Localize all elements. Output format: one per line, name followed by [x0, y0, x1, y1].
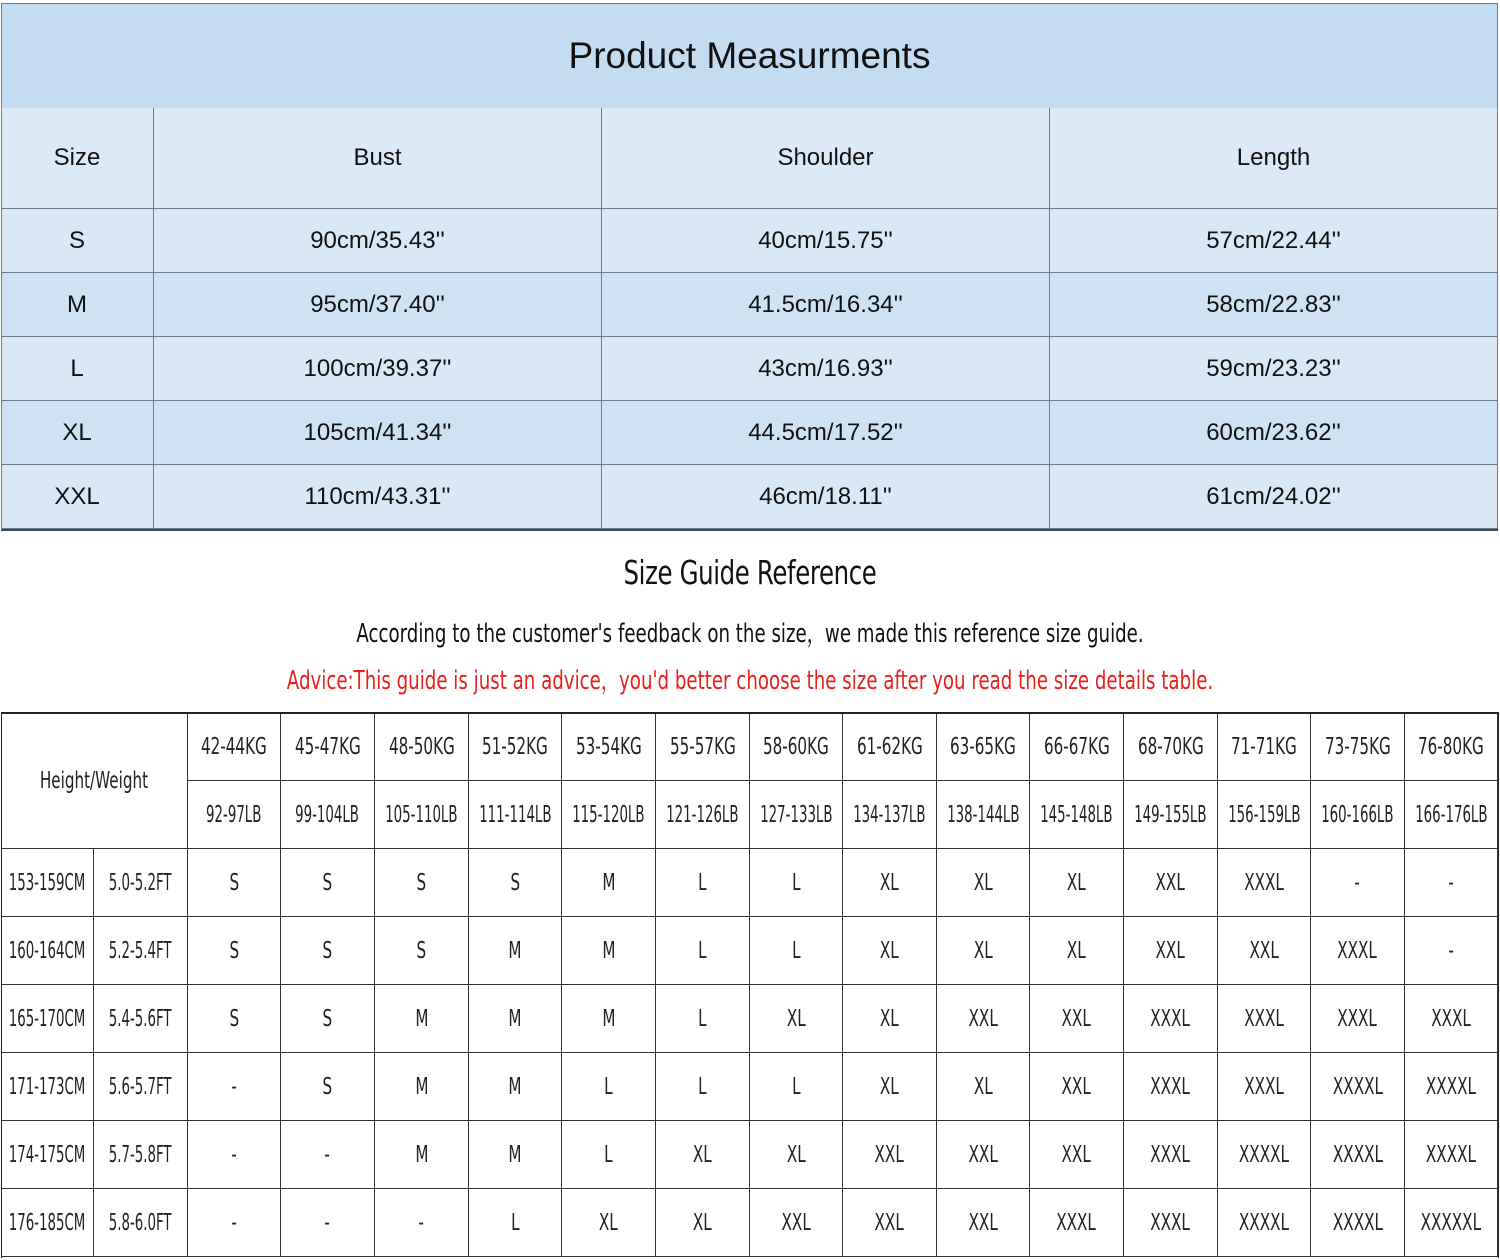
size-cell-text: XL [1067, 937, 1086, 964]
height-cm-cell [1, 1053, 94, 1121]
size-cell [1030, 849, 1124, 917]
height-weight-header [1, 713, 188, 849]
weight-kg-header-text: 66-67KG [1043, 733, 1110, 760]
size-cell-text: XXXXXL [1420, 1209, 1482, 1236]
size-cell [843, 1053, 937, 1121]
size-cell [281, 917, 375, 985]
weight-lb-header [375, 781, 469, 849]
height-ft-cell [94, 849, 188, 917]
shoulder-cell: 43cm/16.93'' [602, 337, 1050, 401]
size-cell-text: XXL [874, 1141, 905, 1168]
size-cell [937, 1189, 1030, 1257]
weight-kg-header [469, 713, 562, 781]
size-cell-text: XL [786, 1141, 806, 1168]
bust-cell: 90cm/35.43'' [154, 209, 602, 273]
size-cell [469, 1053, 562, 1121]
height-weight-header-text: Height/Weight [39, 767, 149, 794]
size-cell [375, 849, 469, 917]
size-cell [1405, 917, 1498, 985]
weight-lb-header-text: 156-159LB [1227, 801, 1301, 828]
weight-lb-header [562, 781, 656, 849]
size-cell [1124, 985, 1218, 1053]
weight-lb-header [188, 781, 281, 849]
height-cm-cell-text: 174-175CM [8, 1141, 86, 1168]
size-cell [281, 985, 375, 1053]
size-cell-text: L [791, 1073, 801, 1100]
size-cell [562, 917, 656, 985]
size-cell-text: S [229, 937, 239, 964]
size-cell-text: XXL [1061, 1073, 1092, 1100]
size-cell-text: - [231, 1141, 237, 1168]
size-cell [843, 1189, 937, 1257]
weight-lb-header [1311, 781, 1405, 849]
size-cell-text: XL [786, 1005, 806, 1032]
size-cell-text: XXL [1155, 869, 1186, 896]
weight-lb-header-text: 166-176LB [1414, 801, 1488, 828]
size-cell [1218, 1121, 1311, 1189]
weight-kg-header [1030, 713, 1124, 781]
size-cell [1030, 1053, 1124, 1121]
length-cell: 60cm/23.62'' [1050, 401, 1498, 465]
size-cell-text: XXL [874, 1209, 905, 1236]
size-cell-text: XXXXL [1332, 1073, 1383, 1100]
size-cell [281, 1121, 375, 1189]
size-cell [1124, 849, 1218, 917]
weight-lb-header-text: 134-137LB [853, 801, 926, 828]
weight-lb-header [1218, 781, 1311, 849]
size-cell-text: XXXXL [1425, 1073, 1477, 1100]
weight-lb-header-text: 111-114LB [478, 801, 552, 828]
size-cell-text: XXXL [1337, 937, 1378, 964]
bust-header: Bust [154, 108, 602, 209]
size-cell [375, 917, 469, 985]
size-cell-text: XL [880, 937, 899, 964]
size-cell [1311, 1121, 1405, 1189]
height-ft-cell-text: 5.4-5.6FT [109, 1005, 172, 1032]
weight-kg-header-text: 45-47KG [294, 733, 361, 760]
size-cell-text: S [322, 1005, 333, 1032]
weight-lb-header-text: 121-126LB [666, 801, 739, 828]
bust-cell: 110cm/43.31'' [154, 465, 602, 529]
shoulder-cell: 46cm/18.11'' [602, 465, 1050, 529]
weight-kg-header [375, 713, 469, 781]
size-cell-text: M [508, 1141, 522, 1168]
size-cell-text: XL [693, 1141, 712, 1168]
size-cell-text: XXL [968, 1141, 998, 1168]
size-cell [1311, 849, 1405, 917]
size-cell [469, 985, 562, 1053]
size-cell-text: L [791, 937, 801, 964]
size-cell-text: S [322, 1073, 333, 1100]
size-cell [375, 985, 469, 1053]
height-ft-cell [94, 917, 188, 985]
size-cell [375, 1053, 469, 1121]
weight-lb-header-text: 115-120LB [572, 801, 645, 828]
weight-kg-header-text: 42-44KG [201, 733, 267, 760]
size-cell [469, 1189, 562, 1257]
size-cell-text: - [1448, 937, 1454, 964]
size-cell-text: - [231, 1073, 237, 1100]
size-cell-text: L [604, 1073, 613, 1100]
size-guide-title: Size Guide Reference [623, 553, 877, 592]
size-cell-text: XXXXL [1238, 1141, 1290, 1168]
size-cell [188, 985, 281, 1053]
weight-lb-header-text: 160-166LB [1321, 801, 1394, 828]
size-cell-text: XL [880, 1073, 899, 1100]
weight-kg-header [1311, 713, 1405, 781]
size-cell-text: XL [693, 1209, 712, 1236]
size-cell [1218, 917, 1311, 985]
size-cell [937, 1121, 1030, 1189]
weight-kg-header-text: 58-60KG [763, 733, 829, 760]
length-cell: 57cm/22.44'' [1050, 209, 1498, 273]
size-cell [750, 849, 843, 917]
weight-kg-header [1124, 713, 1218, 781]
size-cell [562, 1053, 656, 1121]
size-cell-text: L [791, 869, 801, 896]
size-cell-text: M [508, 937, 522, 964]
size-cell-text: M [601, 869, 616, 896]
size-cell-text: - [324, 1209, 331, 1236]
size-cell-text: XXL [781, 1209, 811, 1236]
size-cell [750, 985, 843, 1053]
size-cell [656, 849, 750, 917]
weight-lb-header-text: 99-104LB [295, 801, 360, 828]
size-cell [937, 985, 1030, 1053]
height-cm-cell [1, 1121, 94, 1189]
size-cell [469, 917, 562, 985]
weight-kg-header [562, 713, 656, 781]
weight-lb-header [469, 781, 562, 849]
size-cell-text: M [508, 1073, 522, 1100]
weight-kg-header-text: 53-54KG [575, 733, 642, 760]
height-ft-cell [94, 1121, 188, 1189]
size-cell-text: XXXL [1337, 1005, 1378, 1032]
size-cell-text: - [418, 1209, 425, 1236]
size-cell-text: M [601, 937, 616, 964]
size-cell [1405, 849, 1498, 917]
size-cell-text: XXXXL [1332, 1209, 1383, 1236]
size-cell [656, 1189, 750, 1257]
size-cell [188, 1121, 281, 1189]
size-cell-text: - [1354, 869, 1361, 896]
size-cell-text: XXXL [1244, 1073, 1284, 1100]
size-cell [843, 1121, 937, 1189]
size-cell [937, 849, 1030, 917]
height-ft-cell-text: 5.7-5.8FT [109, 1141, 172, 1168]
size-cell-text: XXXXL [1238, 1209, 1290, 1236]
size-cell [1218, 985, 1311, 1053]
height-ft-cell-text: 5.6-5.7FT [109, 1073, 172, 1100]
size-cell-text: XXXXL [1332, 1141, 1383, 1168]
height-ft-cell-text: 5.2-5.4FT [109, 937, 172, 964]
size-cell: XL [1, 401, 154, 465]
weight-lb-header-text: 127-133LB [759, 801, 833, 828]
size-cell-text: - [324, 1141, 331, 1168]
weight-lb-header [281, 781, 375, 849]
size-cell-text: S [510, 869, 520, 896]
size-cell [1311, 1053, 1405, 1121]
size-cell [937, 1053, 1030, 1121]
size-cell-text: L [698, 937, 707, 964]
size-cell-text: L [698, 869, 707, 896]
measurements-title: Product Measurments [1, 3, 1498, 109]
bust-cell: 100cm/39.37'' [154, 337, 602, 401]
shoulder-header: Shoulder [602, 108, 1050, 209]
height-ft-cell [94, 985, 188, 1053]
size-cell [562, 849, 656, 917]
size-cell-text: XXXL [1150, 1141, 1191, 1168]
size-cell [1311, 985, 1405, 1053]
size-cell: S [1, 209, 154, 273]
size-cell-text: XXXL [1244, 1005, 1284, 1032]
height-cm-cell-text: 160-164CM [8, 937, 86, 964]
size-cell-text: M [601, 1005, 616, 1032]
weight-kg-header [1218, 713, 1311, 781]
size-cell-text: XL [973, 937, 993, 964]
size-cell-text: S [229, 1005, 239, 1032]
weight-kg-header-text: 76-80KG [1418, 733, 1484, 760]
size-cell [656, 917, 750, 985]
weight-lb-header [656, 781, 750, 849]
size-cell [562, 985, 656, 1053]
size-cell [656, 1121, 750, 1189]
size-cell-text: XXL [968, 1209, 998, 1236]
size-cell [375, 1189, 469, 1257]
size-cell [1124, 917, 1218, 985]
size-cell [1030, 1189, 1124, 1257]
length-header: Length [1050, 108, 1498, 209]
size-cell [1405, 985, 1498, 1053]
weight-kg-header-text: 68-70KG [1137, 733, 1204, 760]
weight-kg-header [1405, 713, 1498, 781]
size-cell-text: XXXL [1244, 869, 1284, 896]
size-guide-advice: Advice:This guide is just an advice，you'd better choose the size after you read the size details table. [286, 666, 1214, 696]
size-cell [1030, 917, 1124, 985]
size-cell [750, 917, 843, 985]
weight-kg-header-text: 71-71KG [1231, 733, 1297, 760]
size-cell-text: S [416, 937, 427, 964]
size-cell [562, 1189, 656, 1257]
size-cell-text: XL [599, 1209, 618, 1236]
size-cell-text: XL [880, 869, 899, 896]
height-cm-cell-text: 165-170CM [8, 1005, 86, 1032]
size-cell [188, 1189, 281, 1257]
size-cell-text: XXL [968, 1005, 998, 1032]
size-cell [188, 917, 281, 985]
size-cell-text: - [1448, 869, 1454, 896]
weight-kg-header-text: 73-75KG [1324, 733, 1391, 760]
size-cell-text: XXL [1155, 937, 1186, 964]
weight-lb-header [750, 781, 843, 849]
size-cell-text: S [229, 869, 239, 896]
size-cell-text: L [604, 1141, 613, 1168]
size-cell-text: XXXL [1056, 1209, 1097, 1236]
size-cell [1218, 849, 1311, 917]
size-cell [1405, 1189, 1498, 1257]
size-cell-text: XXL [1061, 1141, 1092, 1168]
size-cell-text: XXL [1249, 937, 1279, 964]
size-cell [1405, 1053, 1498, 1121]
size-cell [1311, 1189, 1405, 1257]
height-cm-cell [1, 917, 94, 985]
size-cell-text: M [414, 1141, 429, 1168]
size-cell-text: XXXXL [1425, 1141, 1477, 1168]
height-cm-cell [1, 985, 94, 1053]
bust-cell: 105cm/41.34'' [154, 401, 602, 465]
weight-kg-header [656, 713, 750, 781]
bust-cell: 95cm/37.40'' [154, 273, 602, 337]
size-cell [1124, 1121, 1218, 1189]
shoulder-cell: 41.5cm/16.34'' [602, 273, 1050, 337]
size-cell [750, 1121, 843, 1189]
height-cm-cell [1, 849, 94, 917]
size-cell [562, 1121, 656, 1189]
size-cell [843, 917, 937, 985]
weight-kg-header [188, 713, 281, 781]
weight-lb-header-text: 149-155LB [1134, 801, 1207, 828]
size-cell-text: XXXL [1431, 1005, 1471, 1032]
size-header: Size [1, 108, 154, 209]
size-cell [469, 849, 562, 917]
size-cell [281, 1053, 375, 1121]
weight-kg-header-text: 48-50KG [388, 733, 455, 760]
size-cell: L [1, 337, 154, 401]
size-cell [937, 917, 1030, 985]
size-cell [188, 1053, 281, 1121]
size-cell-text: S [322, 869, 333, 896]
shoulder-cell: 44.5cm/17.52'' [602, 401, 1050, 465]
size-cell [843, 849, 937, 917]
size-cell [1124, 1189, 1218, 1257]
size-cell-text: M [508, 1005, 522, 1032]
height-ft-cell [94, 1189, 188, 1257]
weight-kg-header-text: 51-52KG [482, 733, 548, 760]
size-cell [1030, 1121, 1124, 1189]
size-cell [656, 985, 750, 1053]
weight-lb-header-text: 105-110LB [385, 801, 458, 828]
weight-kg-header-text: 63-65KG [950, 733, 1016, 760]
height-cm-cell [1, 1189, 94, 1257]
weight-lb-header-text: 138-144LB [946, 801, 1020, 828]
size-cell-text: S [322, 937, 333, 964]
size-cell-text: XL [973, 869, 993, 896]
height-ft-cell-text: 5.8-6.0FT [109, 1209, 172, 1236]
weight-kg-header [281, 713, 375, 781]
size-cell [281, 1189, 375, 1257]
weight-lb-header [1030, 781, 1124, 849]
size-cell-text: XXXL [1150, 1209, 1191, 1236]
size-cell-text: XL [880, 1005, 899, 1032]
weight-lb-header-text: 145-148LB [1040, 801, 1113, 828]
length-cell: 58cm/22.83'' [1050, 273, 1498, 337]
size-cell [1124, 1053, 1218, 1121]
length-cell: 59cm/23.23'' [1050, 337, 1498, 401]
weight-lb-header [1124, 781, 1218, 849]
size-cell [469, 1121, 562, 1189]
size-cell-text: XXXL [1150, 1073, 1191, 1100]
weight-kg-header-text: 55-57KG [669, 733, 736, 760]
size-cell-text: XL [1067, 869, 1086, 896]
weight-kg-header-text: 61-62KG [856, 733, 923, 760]
weight-lb-header [1405, 781, 1498, 849]
size-cell [656, 1053, 750, 1121]
weight-lb-header [937, 781, 1030, 849]
size-cell [1311, 917, 1405, 985]
size-cell-text: - [231, 1209, 237, 1236]
size-cell-text: L [698, 1073, 707, 1100]
size-cell [1030, 985, 1124, 1053]
size-cell [188, 849, 281, 917]
height-ft-cell [94, 1053, 188, 1121]
size-cell-text: M [414, 1005, 429, 1032]
size-cell [281, 849, 375, 917]
size-cell [750, 1053, 843, 1121]
size-cell [750, 1189, 843, 1257]
size-cell-text: S [416, 869, 427, 896]
size-cell-text: XXXL [1150, 1005, 1191, 1032]
size-cell [1405, 1121, 1498, 1189]
weight-kg-header [937, 713, 1030, 781]
weight-kg-header [843, 713, 937, 781]
size-cell-text: L [510, 1209, 520, 1236]
size-cell-text: XL [973, 1073, 993, 1100]
weight-kg-header [750, 713, 843, 781]
shoulder-cell: 40cm/15.75'' [602, 209, 1050, 273]
size-cell [375, 1121, 469, 1189]
size-cell: XXL [1, 465, 154, 529]
size-cell-text: M [414, 1073, 429, 1100]
size-cell [1218, 1189, 1311, 1257]
height-ft-cell-text: 5.0-5.2FT [109, 869, 172, 896]
height-cm-cell-text: 176-185CM [8, 1209, 86, 1236]
weight-lb-header-text: 92-97LB [206, 801, 262, 828]
size-guide-description: According to the customer's feedback on the size，we made this reference size guide. [356, 619, 1144, 649]
size-cell-text: XXL [1061, 1005, 1092, 1032]
weight-lb-header [843, 781, 937, 849]
size-cell [1218, 1053, 1311, 1121]
length-cell: 61cm/24.02'' [1050, 465, 1498, 529]
size-cell [843, 985, 937, 1053]
height-cm-cell-text: 153-159CM [8, 869, 86, 896]
height-cm-cell-text: 171-173CM [8, 1073, 86, 1100]
size-cell-text: L [698, 1005, 707, 1032]
size-cell: M [1, 273, 154, 337]
